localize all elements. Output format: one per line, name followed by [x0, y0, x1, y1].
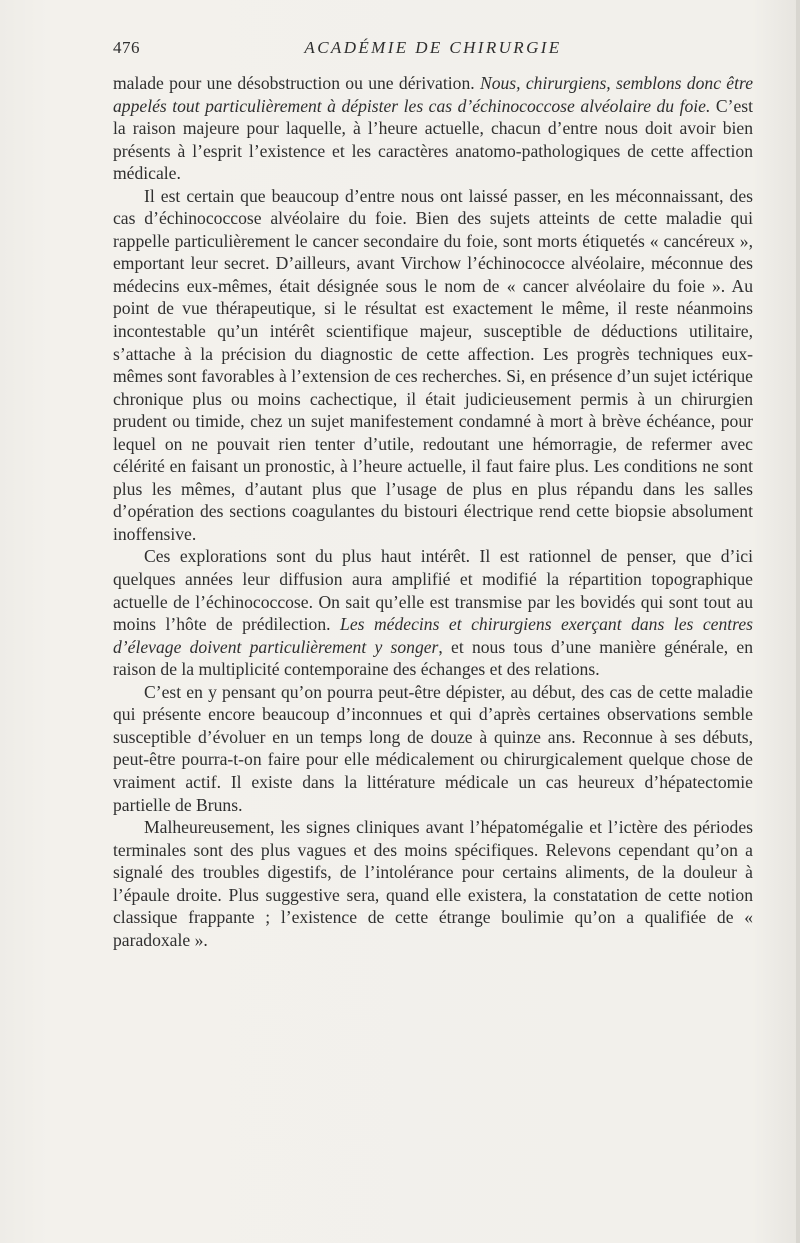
paragraph [113, 681, 753, 816]
running-head: ACADÉMIE DE CHIRURGIE [304, 38, 562, 57]
paragraph-text: Il est certain que beaucoup d’entre nous ont laissé passer, en les méconnaissant, des cas d’échinococcose alvéolaire du foie. Bien des sujets atteints de cette maladie qui rappelle particulièrement le cancer secondaire du foie, sont morts étiquetés « cancéreux », emportant leur secret. D’ailleurs, avant Virchow l’échinococce alvéolaire, méconnue des médecins eux-mêmes, était désignée sous le nom de « cancer alvéolaire du foie ». Au point de vue thérapeutique, si le résultat est exactement le même, il reste néanmoins incontestable qu’un intérêt scientifique majeur, susceptible de déductions utilitaire, s’attache à la précision du diagnostic de cette affection. Les progrès techniques eux-mêmes sont favorables à l’extension de ces recherches. Si, en présence d’un sujet ictérique chronique plus ou moins cachectique, il était judicieusement permis à un chirurgien prudent ou timide, chez un sujet manifestement condamné à mort à brève échéance, pour lequel on ne pouvait rien tenter d’utile, redoutant une hémorragie, de refermer avec célérité en faisant un pronostic, à l’heure actuelle, il faut faire plus. Les conditions ne sont plus les mêmes, d’autant plus que l’usage de plus en plus répandu dans les salles d’opération des sections coagulantes du bistouri électrique rend cette biopsie absolument inoffensive. [113, 185, 753, 544]
italic-text: Les médecins et chirurgiens exerçant dans les centres d’élevage doivent particulièrement y songer [113, 614, 753, 657]
page-edge-shadow [796, 0, 800, 1243]
body-text [113, 72, 753, 951]
paragraph [113, 816, 753, 951]
page-number: 476 [113, 38, 140, 57]
paragraph [113, 185, 753, 546]
paragraph-text: C’est en y pensant qu’on pourra peut-être dépister, au début, des cas de cette maladie qui présente encore beaucoup d’inconnues et qui d’après certaines observations semble susceptible d’évoluer en un temps long de douze à quinze ans. Reconnue à ses débuts, peut-être pourra-t-on faire pour elle médicalement ou chirurgicalement quelque chose de vraiment actif. Il existe dans la littérature médicale un cas heureux d’hépatectomie partielle de Bruns. [113, 681, 753, 815]
paragraph-text: Malheureusement, les signes cliniques avant l’hépatomégalie et l’ictère des périodes terminales sont des plus vagues et des moins spécifiques. Relevons cependant qu’on a signalé des troubles digestifs, de l’intolérance pour certains aliments, de la douleur à l’épaule droite. Plus suggestive sera, quand elle existera, la constatation de cette notion classique frappante ; l’existence de cette étrange boulimie qu’on a qualifiée de « paradoxale ». [113, 817, 753, 950]
italic-text: Nous, chirurgiens, semblons donc être appelés tout particulièrement à dépister les cas d’échinococcose alvéolaire du foie. [113, 73, 754, 116]
page-header [113, 38, 753, 62]
paragraph-text: malade pour une désobstruction ou une dérivation. [113, 73, 480, 93]
paragraph [113, 72, 753, 185]
paragraph-text: , et nous tous d’une manière générale, en raison de la multiplicité contemporaine des échanges et des relations. [113, 636, 753, 680]
paragraph-text: Ces explorations sont du plus haut intérêt. Il est rationnel de penser, que d’ici quelques années leur diffusion aura amplifié et modifié la répartition topographique actuelle de l’échinococcose. On sait qu’elle est transmise par les bovidés qui sont tout au moins l’hôte de prédilection. [113, 546, 753, 635]
paragraph-text: C’est la raison majeure pour laquelle, à l’heure actuelle, chacun d’entre nous doit avoir bien présents à l’esprit l’existence et les caractères anatomo-pathologiques de cette affection médicale. [113, 95, 753, 184]
paragraph [113, 545, 753, 680]
